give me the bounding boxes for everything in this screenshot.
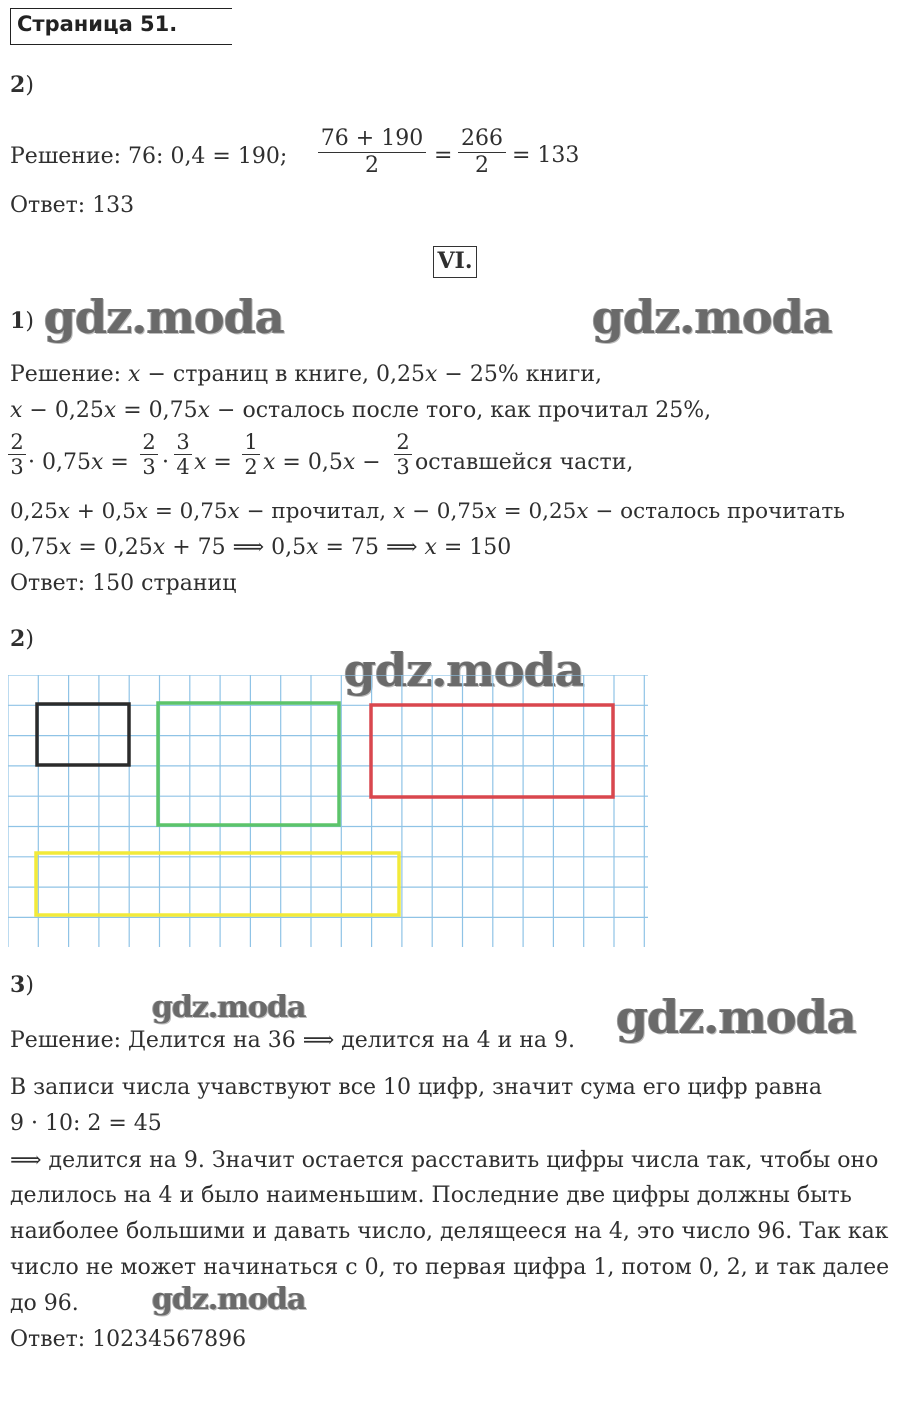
- problem3-line-3: 9 · 10: 2 = 45: [10, 1111, 162, 1136]
- grid-lines: [8, 675, 648, 947]
- problem1-paren: ): [25, 309, 34, 334]
- fraction-denominator: 3: [10, 455, 24, 479]
- problem2-number: 2: [10, 626, 26, 652]
- fraction-numerator: 2: [394, 430, 412, 455]
- task2-paren: ): [25, 73, 34, 98]
- problem1-line3-text-2: 𝑥 =: [194, 450, 232, 475]
- fraction-numerator: 3: [174, 430, 192, 455]
- fraction-denominator: 2: [475, 153, 489, 178]
- task2-result: = 133: [512, 143, 580, 168]
- watermark: gdz.moda: [44, 290, 284, 344]
- yellow-rectangle: [36, 853, 399, 915]
- watermark: gdz.moda: [152, 1282, 306, 1317]
- problem1-line3-dot: ·: [162, 450, 169, 475]
- fraction: [174, 430, 192, 479]
- task2-answer: Ответ: 133: [10, 193, 135, 218]
- fraction-denominator: 3: [142, 455, 156, 479]
- task2-solution: Решение: 76: 0,4 = 190;: [10, 144, 288, 169]
- problem3-line-7: число не может начинаться с 0, то первая цифра 1, потом 0, 2, и так далее: [10, 1255, 890, 1280]
- problem3-line-6: наиболее большими и давать число, делящееся на 4, это число 96. Так как: [10, 1219, 889, 1244]
- task2-equals: =: [434, 143, 453, 168]
- grid-paper: [8, 675, 648, 947]
- page-header: [10, 8, 232, 45]
- task2-label: [10, 72, 34, 98]
- watermark: gdz.moda: [616, 990, 856, 1044]
- problem1-line3-text-1: · 0,75𝑥 =: [28, 450, 129, 475]
- task2-fraction-1: [318, 126, 426, 179]
- fraction: [242, 430, 260, 479]
- fraction-numerator: 2: [140, 430, 158, 455]
- problem1-line-1: Решение: 𝑥 − страниц в книге, 0,25𝑥 − 25% книги,: [10, 362, 602, 387]
- red-rectangle: [371, 705, 613, 797]
- watermark: gdz.moda: [152, 990, 306, 1025]
- problem3-paren: ): [25, 973, 34, 998]
- fraction-denominator: 3: [396, 455, 410, 479]
- fraction-numerator: 1: [242, 430, 260, 455]
- page-title: Страница 51.: [17, 12, 178, 36]
- problem1-line-4: 0,25𝑥 + 0,5𝑥 = 0,75𝑥 − прочитал, 𝑥 − 0,75𝑥 = 0,25𝑥 − осталось прочитать: [10, 499, 845, 524]
- problem3-answer: Ответ: 10234567896: [10, 1327, 247, 1352]
- fraction-denominator: 2: [244, 455, 258, 479]
- fraction: [140, 430, 158, 479]
- green-rectangle: [158, 703, 339, 825]
- black-rectangle: [37, 704, 129, 765]
- fraction: [8, 430, 26, 479]
- problem1-answer: Ответ: 150 страниц: [10, 571, 237, 596]
- problem3-line-1: Решение: Делится на 36 ⟹ делится на 4 и на 9.: [10, 1028, 575, 1053]
- problem3-line-4: ⟹ делится на 9. Значит остается расставить цифры числа так, чтобы оно: [10, 1148, 879, 1173]
- problem3-number: 3: [10, 972, 26, 998]
- task2-number: 2: [10, 72, 26, 98]
- problem1-line3-text-4: оставшейся части,: [415, 450, 634, 475]
- problem1-line3-text-3: 𝑥 = 0,5𝑥 −: [263, 450, 381, 475]
- problem1-number: 1: [10, 308, 26, 334]
- problem3-line-5: делилось на 4 и было наименьшим. Последние две цифры должны быть: [10, 1183, 852, 1208]
- fraction: [394, 430, 412, 479]
- problem2-paren: ): [25, 627, 34, 652]
- section-heading: VI.: [433, 246, 477, 278]
- problem3-line-2: В записи числа учавствуют все 10 цифр, значит сума его цифр равна: [10, 1075, 823, 1100]
- problem2-label: [10, 626, 34, 652]
- watermark: gdz.moda: [344, 643, 584, 697]
- problem1-line-2: 𝑥 − 0,25𝑥 = 0,75𝑥 − осталось после того, как прочитал 25%,: [10, 398, 712, 423]
- problem1-line-5: 0,75𝑥 = 0,25𝑥 + 75 ⟹ 0,5𝑥 = 75 ⟹ 𝑥 = 150: [10, 535, 512, 560]
- task2-fraction-2: [458, 126, 506, 179]
- fraction-denominator: 4: [176, 455, 190, 479]
- fraction-denominator: 2: [365, 153, 379, 178]
- problem1-label: [10, 308, 34, 334]
- fraction-numerator: 2: [8, 430, 26, 455]
- problem3-label: [10, 972, 34, 998]
- watermark: gdz.moda: [592, 290, 832, 344]
- problem3-line-8: до 96.: [10, 1291, 79, 1316]
- fraction-numerator: 76 + 190: [318, 126, 426, 153]
- fraction-numerator: 266: [458, 126, 506, 153]
